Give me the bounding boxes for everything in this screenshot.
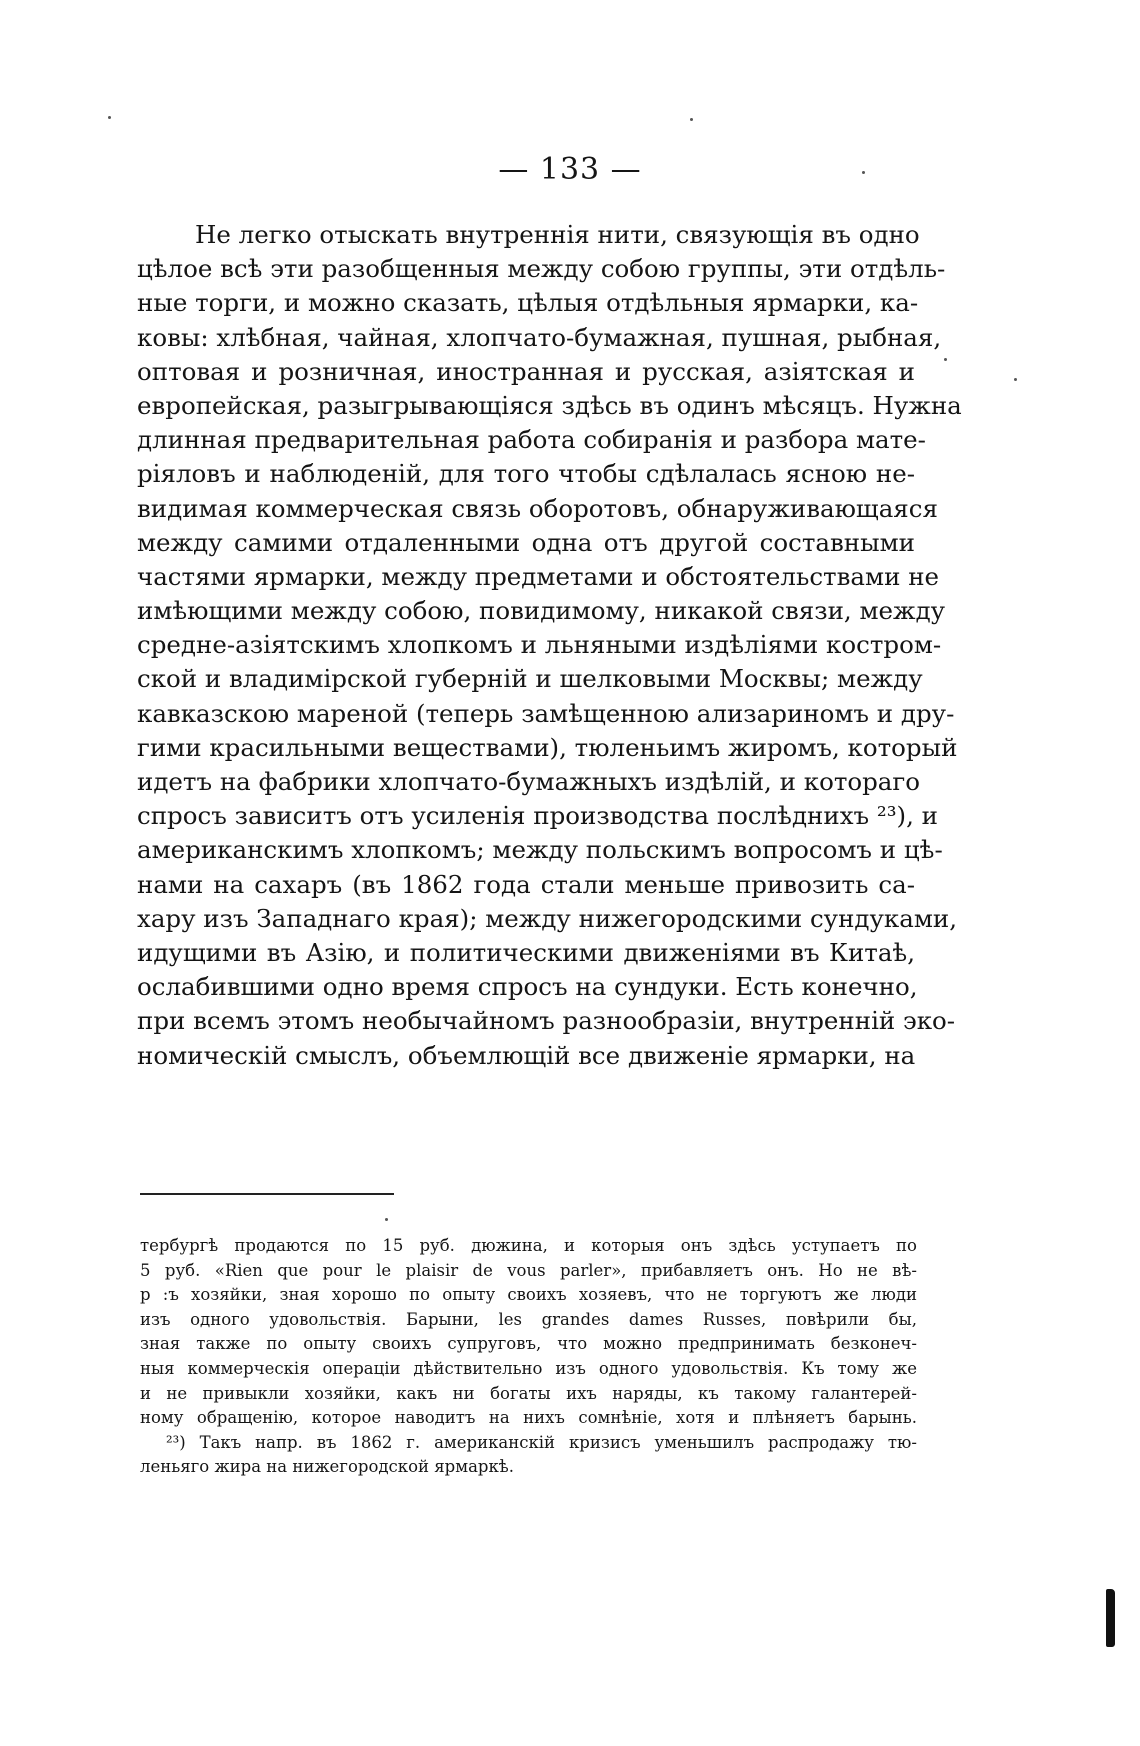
footnote-line: р :ъ хозяйки, зная хорошо по опыту своихъ хозяевъ, что не торгуютъ же люди <box>140 1285 917 1305</box>
scan-edge-mark <box>1106 1589 1115 1647</box>
text-line: ріяловъ и наблюденій, для того чтобы сдѣлалась ясною не- <box>137 459 915 489</box>
scan-speck <box>385 1218 388 1221</box>
scan-speck <box>690 118 693 121</box>
text-line: частями ярмарки, между предметами и обстоятельствами не <box>137 561 940 591</box>
text-line: кавказскою мареной (теперь замѣщенною ализариномъ и дру- <box>137 698 955 728</box>
footnotes-block <box>140 1234 917 1480</box>
footnote-line: и не привыкли хозяйки, какъ ни богаты ихъ наряды, къ такому галантерей- <box>140 1383 917 1403</box>
text-line: имѣющими между собою, повидимому, никакой связи, между <box>137 596 946 626</box>
footnote-line: 5 руб. «Rien que pour le plaisir de vous parler», прибавляетъ онъ. Но не вѣ- <box>140 1260 917 1280</box>
text-line: Не легко отыскать внутреннія нити, связующія въ одно <box>195 220 920 249</box>
text-line: идущими въ Азію, и политическими движеніями въ Китаѣ, <box>137 937 915 967</box>
text-line: длинная предварительная работа собиранія и разбора мате- <box>137 425 926 455</box>
text-line: идетъ на фабрики хлопчато-бумажныхъ издѣлій, и котораго <box>137 767 920 796</box>
page-number: — 133 — <box>498 152 642 187</box>
text-line: ные торги, и можно сказать, цѣлыя отдѣльныя ярмарки, ка- <box>137 288 919 318</box>
text-line: цѣлое всѣ эти разобщенныя между собою группы, эти отдѣль- <box>137 254 946 284</box>
text-line: европейская, разыгрывающіяся здѣсь въ одинъ мѣсяцъ. Нужна <box>137 390 962 420</box>
footnote-line: изъ одного удовольствія. Барыни, les grandes dames Russes, повѣрили бы, <box>140 1309 917 1329</box>
scan-speck <box>1014 378 1017 381</box>
text-line: между самими отдаленными одна отъ другой составными <box>137 527 915 557</box>
footnote-line: ныя коммерческія операціи дѣйствительно изъ одного удовольствія. Къ тому же <box>140 1358 917 1378</box>
footnote-divider <box>140 1193 394 1195</box>
text-line: номическій смыслъ, объемлющій все движеніе ярмарки, на <box>137 1040 916 1070</box>
scan-speck <box>862 171 865 174</box>
text-line: при всемъ этомъ необычайномъ разнообразіи, внутренній эко- <box>137 1006 956 1036</box>
text-line: американскимъ хлопкомъ; между польскимъ вопросомъ и цѣ- <box>137 835 943 865</box>
text-line: ковы: хлѣбная, чайная, хлопчато-бумажная, пушная, рыбная, <box>137 322 942 352</box>
text-line: оптовая и розничная, иностранная и русская, азіятская и <box>137 356 915 386</box>
text-line: ской и владимірской губерній и шелковыми Москвы; между <box>137 664 923 694</box>
text-line: видимая коммерческая связь оборотовъ, обнаруживающаяся <box>137 493 938 523</box>
footnote-line: ному обращенію, которое наводитъ на нихъ сомнѣніе, хотя и плѣняетъ барынь. <box>140 1408 917 1428</box>
footnote-line: зная также по опыту своихъ супруговъ, что можно предпринимать безконеч- <box>140 1334 917 1354</box>
footnote-line: тербургѣ продаются по 15 руб. дюжина, и которыя онъ здѣсь уступаетъ по <box>140 1236 917 1255</box>
text-line: спросъ зависитъ отъ усиленія производства послѣднихъ ²³), и <box>137 801 938 831</box>
footnote-line: ²³) Такъ напр. въ 1862 г. американскій кризисъ уменьшилъ распродажу тю- <box>166 1432 917 1452</box>
text-line: хару изъ Западнаго края); между нижегородскими сундуками, <box>137 903 958 933</box>
text-line: ослабившими одно время спросъ на сундуки. Есть конечно, <box>137 972 918 1002</box>
text-line: нами на сахаръ (въ 1862 года стали меньше привозить са- <box>137 869 915 899</box>
footnote-line: леньяго жира на нижегородской ярмаркѣ. <box>140 1457 514 1477</box>
text-line: средне-азіятскимъ хлопкомъ и льняными издѣліями костром- <box>137 630 942 660</box>
text-line: гими красильными веществами), тюленьимъ жиромъ, который <box>137 732 958 762</box>
scan-speck <box>944 358 947 361</box>
scan-speck <box>108 116 111 119</box>
main-text-block <box>137 218 962 1073</box>
